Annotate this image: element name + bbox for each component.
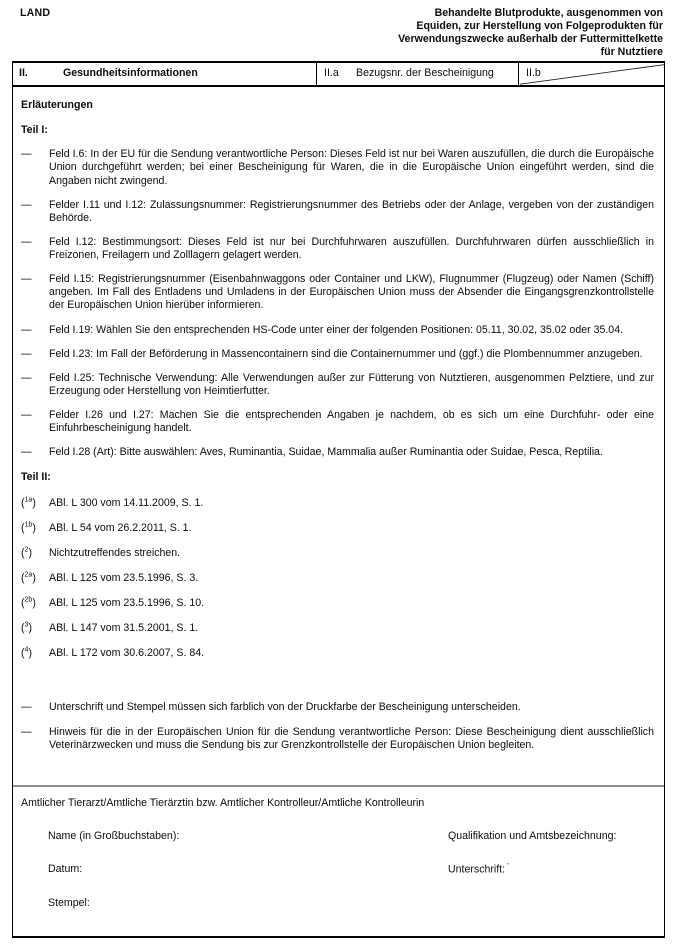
- document-title-line: Verwendungszwecke außerhalb der Futtermittelkette: [398, 33, 663, 45]
- note-text: Feld I.23: Im Fall der Beförderung in Massencontainern sind die Containernummer und (ggf.) die Plombennummer anzugeben.: [49, 347, 643, 360]
- footnote-marker: ($^4$): [21, 646, 32, 660]
- field-number: II.a: [324, 67, 339, 80]
- footnote-marker: ($^3$): [21, 621, 32, 635]
- footnote-text: ABl. L 147 vom 31.5.2001, S. 1.: [49, 622, 199, 635]
- signature-row: [21, 830, 654, 843]
- dash-bullet: —: [21, 446, 32, 459]
- note-item: [21, 409, 654, 435]
- note-item: [21, 199, 654, 225]
- note-text: Feld I.28 (Art): Bitte auswählen: Aves, Ruminantia, Suidae, Mammalia außer Ruminantia oder Suidae, Pesca, Reptilia.: [49, 446, 603, 459]
- cell-certificate-reference: [316, 63, 518, 85]
- note-text: Feld I.12: Bestimmungsort: Dieses Feld ist nur bei Durchfuhrwaren auszufüllen. Durchfuhrwaren dürfen ausschließlich in Freizonen, Freilagern und Zolllagern gelagert werden.: [49, 235, 654, 261]
- footnote-marker: ($^{1a}$): [21, 495, 36, 509]
- footnote-marker: ($^{2b}$): [21, 596, 36, 609]
- field-label: Bezugsnr. der Bescheinigung: [356, 67, 494, 80]
- dash-bullet: —: [21, 409, 32, 421]
- dash-bullet: —: [21, 371, 32, 384]
- signature-row: [21, 863, 654, 877]
- dash-bullet: —: [21, 273, 32, 286]
- stamp-field-label: Stempel:: [48, 896, 90, 909]
- dash-bullet: —: [21, 323, 32, 336]
- document-title-line: Equiden, zur Herstellung von Folgeprodukten für: [416, 20, 663, 32]
- note-item: [21, 348, 654, 361]
- dash-bullet: —: [21, 701, 32, 714]
- note-item: [21, 324, 654, 337]
- footnote-text: ABl. L 172 vom 30.6.2007, S. 84.: [49, 647, 205, 660]
- note-item: [21, 372, 654, 398]
- footnote-item: [21, 572, 654, 585]
- note-text: Feld I.15: Registrierungsnummer (Eisenbahnwaggons oder Container und LKW), Flugnummer (Flugzeug) oder Namen (Schiff) angeben. Im Fall des Entladens und Umladens in der Europäischen Union muss der Absender die Eingangsgrenzkontrollstelle der Europäischen Union hierüber informieren.: [49, 273, 654, 312]
- dash-bullet: —: [21, 148, 32, 161]
- name-field-label: Name (in Großbuchstaben):: [48, 830, 180, 843]
- field-number: II.: [19, 67, 28, 80]
- note-text: Felder I.11 und I.12: Zulassungsnummer: Registrierungsnummer des Betriebs oder der Anlage, vergeben von der zuständigen Behörde.: [49, 198, 654, 224]
- note-item: [21, 701, 654, 714]
- note-text: Unterschrift und Stempel müssen sich farblich von der Druckfarbe der Bescheinigung unterscheiden.: [49, 701, 521, 714]
- part2-heading: Teil II:: [21, 471, 51, 484]
- note-text: Feld I.6: In der EU für die Sendung verantwortliche Person: Dieses Feld ist nur bei Waren auszufüllen, die durch die Europäische Union durchgeführt werden; bei einer Bescheinigung für Waren, die in die Europäische Union eingeführt werden, sind die Angaben nicht zwingend.: [49, 148, 654, 187]
- cell-iib: [518, 63, 664, 85]
- dash-bullet: —: [21, 198, 32, 211]
- field-label: Gesundheitsinformationen: [63, 67, 198, 80]
- note-item: [21, 726, 654, 752]
- footnote-marker: ($^{2a}$): [21, 571, 36, 584]
- letterhead: [0, 0, 675, 61]
- field-number: II.b: [526, 67, 541, 79]
- footnote-item: [21, 497, 654, 510]
- note-text: Hinweis für die in der Europäischen Union für die Sendung verantwortliche Person: Diese Bescheinigung dient ausschließlich Veterinärzwecken und muss die Sendung bis zur Grenzkontrollstelle der Europäischen Union begleiten.: [49, 725, 654, 751]
- document-title-line: für Nutztiere: [600, 46, 663, 58]
- document-title: [398, 7, 663, 59]
- footnote-item: [21, 547, 654, 560]
- part1-heading: Teil I:: [21, 124, 48, 137]
- country-label: LAND: [20, 7, 51, 19]
- notes-heading: Erläuterungen: [21, 99, 93, 111]
- official-vet-heading: Amtlicher Tierarzt/Amtliche Tierärztin bzw. Amtlicher Kontrolleur/Amtliche Kontrolleurin: [21, 796, 425, 809]
- certificate-header-row: [12, 61, 665, 87]
- footnote-item: [21, 622, 654, 635]
- footnote-marker: ($^{1b}$): [21, 521, 36, 534]
- note-item: [21, 236, 654, 262]
- note-item: [21, 446, 654, 459]
- footnote-item: [21, 597, 654, 610]
- footnote-text: Nichtzutreffendes streichen.: [49, 546, 181, 559]
- note-item: [21, 273, 654, 312]
- qualification-field-label: Qualifikation und Amtsbezeichnung:: [448, 830, 617, 843]
- dash-bullet: —: [21, 235, 32, 248]
- date-field-label: Datum:: [48, 863, 83, 876]
- vertical-spacer: [21, 910, 654, 936]
- section-divider: [13, 785, 664, 787]
- note-text: Feld I.25: Technische Verwendung: Alle Verwendungen außer zur Fütterung von Nutztieren, ausgenommen Pelztiere, und zur Erzeugung oder Herstellung von Heimtierfutter.: [49, 371, 654, 397]
- dash-bullet: —: [21, 725, 32, 738]
- footnote-marker: ($^2$): [21, 546, 32, 559]
- dash-bullet: —: [21, 347, 32, 360]
- signature-section: [21, 771, 654, 936]
- signature-footnote-mark: ”: [507, 863, 510, 871]
- vertical-spacer: [21, 660, 654, 690]
- note-text: Feld I.19: Wählen Sie den entsprechenden HS-Code unter einer der folgenden Positionen: 05.11, 30.02, 35.02 oder 35.04.: [49, 323, 624, 336]
- note-text: Felder I.26 und I.27: Machen Sie die entsprechenden Angaben je nachdem, ob es sich um eine Durchfuhr- oder eine Einfuhrbescheinigung handelt.: [49, 409, 654, 435]
- cell-health-information: [13, 63, 316, 85]
- footnote-text: ABl. L 54 vom 26.2.2011, S. 1.: [49, 521, 192, 534]
- signature-field-label: Unterschrift: ”: [448, 863, 510, 876]
- signature-row: [21, 897, 654, 910]
- footnote-item: [21, 647, 654, 660]
- footnote-item: [21, 522, 654, 535]
- footnote-text: ABl. L 125 vom 23.5.1996, S. 10.: [49, 597, 205, 609]
- footnote-text: ABl. L 300 vom 14.11.2009, S. 1.: [49, 496, 204, 509]
- document-title-line: Behandelte Blutprodukte, ausgenommen von: [434, 7, 663, 19]
- notes-box: [12, 87, 665, 938]
- footnote-text: ABl. L 125 vom 23.5.1996, S. 3.: [49, 571, 199, 584]
- note-item: [21, 148, 654, 187]
